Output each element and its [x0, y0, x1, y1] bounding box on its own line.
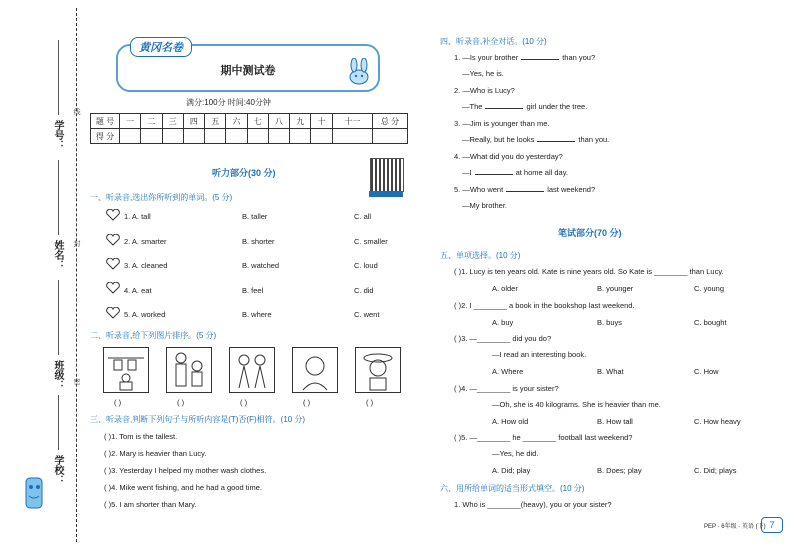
school-field[interactable]: [58, 395, 59, 450]
score-header-cell: 九: [290, 114, 311, 129]
score-header-cell: 十一: [332, 114, 372, 129]
q3-item: ( )3. Yesterday I helped my mother wash clothes.: [104, 466, 267, 475]
q1-option-c: C. did: [354, 286, 374, 295]
q5-subline: —Oh, she is 40 kilograms. She is heavier than me.: [492, 400, 661, 409]
score-cell[interactable]: [290, 129, 311, 144]
q5-option: A. How old: [492, 417, 529, 426]
q1-option-a: 1. A. tall: [124, 212, 151, 221]
score-table-header-row: [91, 114, 408, 129]
margin-tick-seal: 封: [73, 240, 80, 247]
class-label: 班级：: [52, 360, 63, 390]
q2-title: 二、听录音,给下列图片排序。(5 分): [90, 331, 217, 340]
listening-section-title: 听力部分(30 分): [212, 168, 276, 178]
q5-question: ( )4. —________ is your sister?: [454, 384, 559, 393]
q5-option: B. younger: [597, 284, 634, 293]
score-header-cell: 四: [183, 114, 204, 129]
q2-bracket[interactable]: ( ): [114, 398, 122, 407]
score-cell[interactable]: [205, 129, 226, 144]
name-label: 姓名：: [52, 240, 63, 270]
q5-question: ( )5. —________ he ________ football last weekend?: [454, 433, 633, 442]
q5-option: C. young: [694, 284, 725, 293]
q3-title: 三、听录音,判断下列句子与所听内容是(T)否(F)相符。(10 分): [90, 415, 306, 424]
score-cell[interactable]: [247, 129, 268, 144]
heart-icon: [106, 209, 120, 221]
answer-blank[interactable]: [475, 174, 513, 175]
score-header-cell: 五: [205, 114, 226, 129]
q1-title: 一、听录音,选出你所听到的单词。(5 分): [90, 193, 233, 202]
score-row-label: 得 分: [91, 129, 120, 144]
q4-line-tail: last weekend?: [547, 185, 596, 194]
score-cell[interactable]: [141, 129, 162, 144]
score-header-cell: 一: [120, 114, 141, 129]
score-cell[interactable]: [120, 129, 141, 144]
q4-line: 3. —Jim is younger than me.: [454, 119, 550, 128]
score-table: [90, 113, 408, 144]
score-cell[interactable]: [268, 129, 289, 144]
score-header-cell: 三: [162, 114, 183, 129]
score-header-cell: 六: [226, 114, 247, 129]
margin-tick-line: 线: [73, 108, 80, 115]
score-cell[interactable]: [226, 129, 247, 144]
score-cell[interactable]: [311, 129, 332, 144]
answer-blank[interactable]: [506, 191, 544, 192]
q1-option-a: 5. A. worked: [124, 310, 166, 319]
q5-title: 五、单项选择。(10 分): [440, 251, 521, 260]
heart-icon: [106, 234, 120, 246]
q5-subline: —Yes, he did.: [492, 449, 539, 458]
q1-option-c: C. smaller: [354, 237, 388, 246]
answer-blank[interactable]: [521, 59, 559, 60]
q1-option-b: B. watched: [242, 261, 280, 270]
q5-option: A. older: [492, 284, 518, 293]
q4-line: —My brother.: [462, 201, 508, 210]
name-field[interactable]: [58, 160, 59, 235]
q5-option: C. Did; plays: [694, 466, 737, 475]
q4-line: 2. —Who is Lucy?: [454, 86, 515, 95]
q4-line: [454, 185, 595, 194]
qr-caption-bar: [369, 191, 403, 197]
footer-text: PEP · 6年级 · 英语 (下): [704, 524, 766, 530]
score-table-score-row: [91, 129, 408, 144]
q4-line: [454, 53, 595, 62]
q5-question: ( )2. I ________ a book in the bookshop last weekend.: [454, 301, 635, 310]
q1-option-a: 2. A. smarter: [124, 237, 167, 246]
q5-option: C. How: [694, 367, 719, 376]
q3-item: ( )5. I am shorter than Mary.: [104, 500, 197, 509]
q6-title: 六、用所给单词的适当形式填空。(10 分): [440, 484, 585, 493]
q1-option-b: B. shorter: [242, 237, 275, 246]
q5-option: B. What: [597, 367, 624, 376]
q4-title: 四、听录音,补全对话。(10 分): [440, 37, 547, 46]
q4-line-text: —Really, but he looks: [462, 135, 535, 144]
score-header-cell: 十: [311, 114, 332, 129]
q4-line: —Yes, he is.: [462, 69, 504, 78]
q5-option: A. Where: [492, 367, 524, 376]
q1-option-c: C. all: [354, 212, 372, 221]
q5-option: C. How heavy: [694, 417, 741, 426]
q4-line-tail: at home all day.: [515, 168, 568, 177]
q3-item: ( )2. Mary is heavier than Lucy.: [104, 449, 207, 458]
page-title: 期中测试卷: [220, 65, 276, 77]
heart-icon: [106, 258, 120, 270]
q1-option-b: B. feel: [242, 286, 264, 295]
q1-option-c: C. loud: [354, 261, 378, 270]
score-header-cell: 七: [247, 114, 268, 129]
picture-woman: [292, 347, 338, 393]
q1-option-a: 4. A. eat: [124, 286, 152, 295]
q5-option: B. buys: [597, 318, 623, 327]
q4-line-text: 1. —Is your brother: [454, 53, 519, 62]
q5-question: ( )1. Lucy is ten years old. Kate is nine years old. So Kate is ________ than Lucy.: [454, 267, 724, 276]
written-section-title: 笔试部分(70 分): [558, 228, 622, 238]
q1-option-b: B. where: [242, 310, 272, 319]
score-header-cell: 八: [268, 114, 289, 129]
q2-bracket[interactable]: ( ): [366, 398, 374, 407]
q4-line-tail: girl under the tree.: [526, 102, 588, 111]
heart-icon: [106, 307, 120, 319]
score-header-cell: 总 分: [373, 114, 408, 129]
q5-option: C. bought: [694, 318, 727, 327]
picture-children: [166, 347, 212, 393]
score-cell[interactable]: [332, 129, 372, 144]
q1-option-a: 3. A. cleaned: [124, 261, 168, 270]
q5-subline: —I read an interesting book.: [492, 350, 587, 359]
q1-option-b: B. taller: [242, 212, 268, 221]
q5-option: B. How tall: [597, 417, 633, 426]
score-header-cell: 二: [141, 114, 162, 129]
q4-line-tail: than you?: [562, 53, 596, 62]
q2-bracket[interactable]: ( ): [240, 398, 248, 407]
score-time-line: 满分:100分 时间:40分钟: [186, 98, 271, 107]
q2-bracket[interactable]: ( ): [303, 398, 311, 407]
q5-option: A. Did; play: [492, 466, 531, 475]
answer-blank[interactable]: [537, 141, 575, 142]
q4-line: 4. —What did you do yesterday?: [454, 152, 563, 161]
q1-option-c: C. went: [354, 310, 380, 319]
q5-question: ( )3. —________ did you do?: [454, 334, 552, 343]
student-number-field[interactable]: [58, 40, 59, 115]
q4-line: [462, 168, 568, 177]
q3-item: ( )1. Tom is the tallest.: [104, 432, 178, 441]
student-number-label: 学号：: [52, 120, 63, 150]
q4-line: [462, 102, 587, 111]
school-label: 学校：: [52, 455, 63, 485]
pencil-mascot-icon: [18, 472, 52, 514]
q4-line-tail: than you.: [578, 135, 610, 144]
q4-line-text: 5. —Who went: [454, 185, 504, 194]
margin-tick-secret: 密: [73, 378, 80, 385]
q2-bracket[interactable]: ( ): [177, 398, 185, 407]
q4-line-text: —The: [462, 102, 483, 111]
q5-option: A. buy: [492, 318, 514, 327]
q5-option: B. Does; play: [597, 466, 642, 475]
score-cell[interactable]: [183, 129, 204, 144]
q4-line: [462, 135, 609, 144]
score-cell[interactable]: [162, 129, 183, 144]
picture-boy: [355, 347, 401, 393]
qr-code[interactable]: [370, 158, 404, 192]
answer-blank[interactable]: [485, 108, 523, 109]
score-cell[interactable]: [373, 129, 408, 144]
class-field[interactable]: [58, 280, 59, 355]
heart-icon: [106, 282, 120, 294]
picture-girls: [229, 347, 275, 393]
picture-clothes: [103, 347, 149, 393]
brand-logo: 黄冈名卷: [130, 37, 192, 57]
q3-item: ( )4. Mike went fishing, and he had a good time.: [104, 483, 263, 492]
q6-first-item: 1. Who is ________(heavy), you or your sister?: [454, 500, 612, 509]
rabbit-mascot-icon: [342, 58, 376, 86]
score-header-cell: 题 号: [91, 114, 120, 129]
q4-line-text: —I: [462, 168, 472, 177]
binding-dashed-line: [76, 8, 77, 542]
page-number: 7: [761, 517, 783, 533]
